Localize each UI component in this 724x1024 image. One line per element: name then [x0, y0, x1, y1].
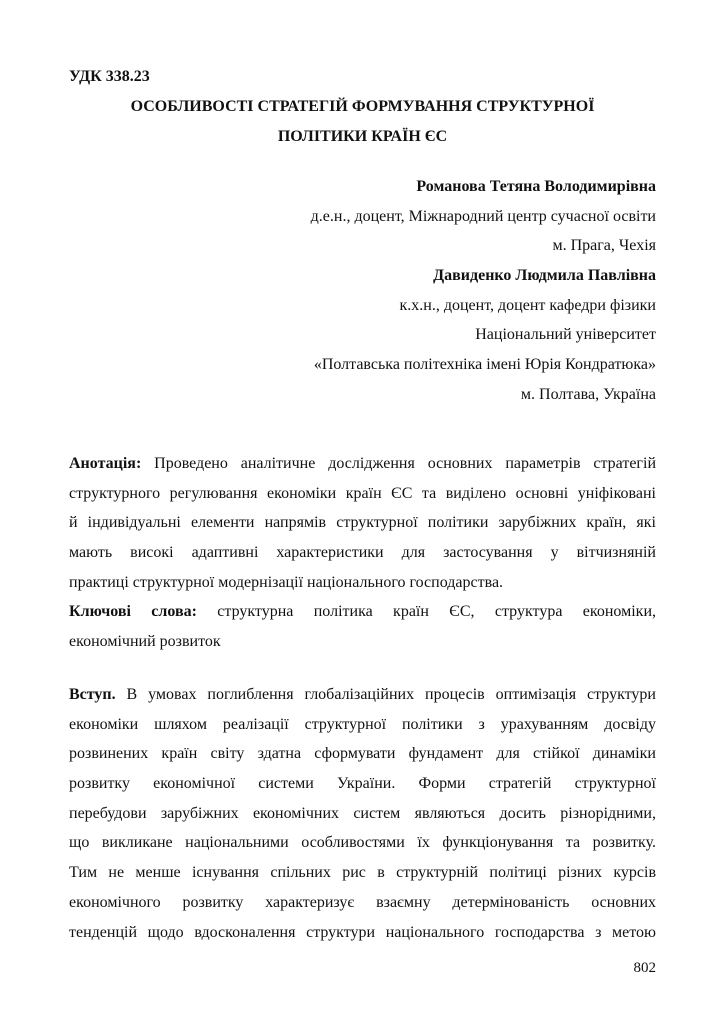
intro-line: Тим не менше існування спільних рис в структурній політиці різних курсів: [69, 864, 656, 882]
author-affiliation: д.е.н., доцент, Міжнародний центр сучасної освіти: [310, 207, 656, 225]
article-title: [69, 92, 656, 151]
keywords-label: Ключові слова:: [69, 603, 197, 621]
author-affiliation: к.х.н., доцент, доцент кафедри фізики: [399, 296, 656, 314]
abstract-line: Анотація: Проведено аналітичне дослідження основних параметрів стратегій: [69, 455, 656, 472]
author-location: м. Прага, Чехія: [552, 237, 656, 255]
author-affiliation: «Полтавська політехніка імені Юрія Кондратюка»: [313, 356, 656, 374]
intro-section: [69, 680, 656, 947]
intro-line: розвинених країн світу здатна сформувати фундамент для стійкої динаміки: [69, 745, 656, 763]
author-location: м. Полтава, Україна: [520, 385, 656, 403]
authors-block: [69, 172, 656, 410]
intro-line: перебудови зарубіжних економічних систем являються досить різнорідними,: [69, 804, 656, 822]
intro-line: Вступ. В умовах поглиблення глобалізаційних процесів оптимізація структури: [69, 686, 656, 703]
author-affiliation: Національний університет: [475, 326, 656, 344]
author-name: Романова Тетяна Володимирівна: [416, 178, 656, 195]
abstract-section: [69, 449, 656, 657]
abstract-line: мають високі адаптивні характеристики для застосування у вітчизняній: [69, 544, 656, 562]
author-name: Давиденко Людмила Павлівна: [433, 267, 656, 285]
abstract-line: й індивідуальні елементи напрямів структурної політики зарубіжних країн, які: [69, 514, 656, 532]
keywords-line: економічний розвиток: [69, 633, 221, 651]
intro-line: тенденцій щодо вдосконалення структури національного господарства з метою: [69, 923, 656, 941]
intro-line: економічного розвитку характеризує взаємну детермінованість основних: [69, 893, 656, 911]
udk-text: УДК 338.23: [69, 68, 150, 85]
keywords-line: Ключові слова: структурна політика країн ЄС, структура економіки,: [69, 603, 656, 621]
page-number: 802: [633, 960, 656, 976]
abstract-line: структурного регулювання економіки країн ЄС та виділено основні уніфіковані: [69, 484, 656, 502]
intro-label: Вступ.: [69, 686, 116, 703]
title-line: ПОЛІТИКИ КРАЇН ЄС: [277, 127, 448, 145]
udk-code: [69, 62, 656, 92]
intro-line: що викликане національними особливостями їх функціонування та розвитку.: [69, 834, 656, 852]
abstract-line: практиці структурної модернізації національного господарства.: [69, 573, 504, 591]
title-line: ОСОБЛИВОСТІ СТРАТЕГІЙ ФОРМУВАННЯ СТРУКТУРНОЇ: [130, 98, 595, 115]
abstract-label: Анотація:: [69, 455, 142, 472]
intro-line: економіки шляхом реалізації структурної політики з урахуванням досвіду: [69, 715, 656, 733]
intro-line: розвитку економічної системи України. Форми стратегій структурної: [69, 775, 656, 793]
